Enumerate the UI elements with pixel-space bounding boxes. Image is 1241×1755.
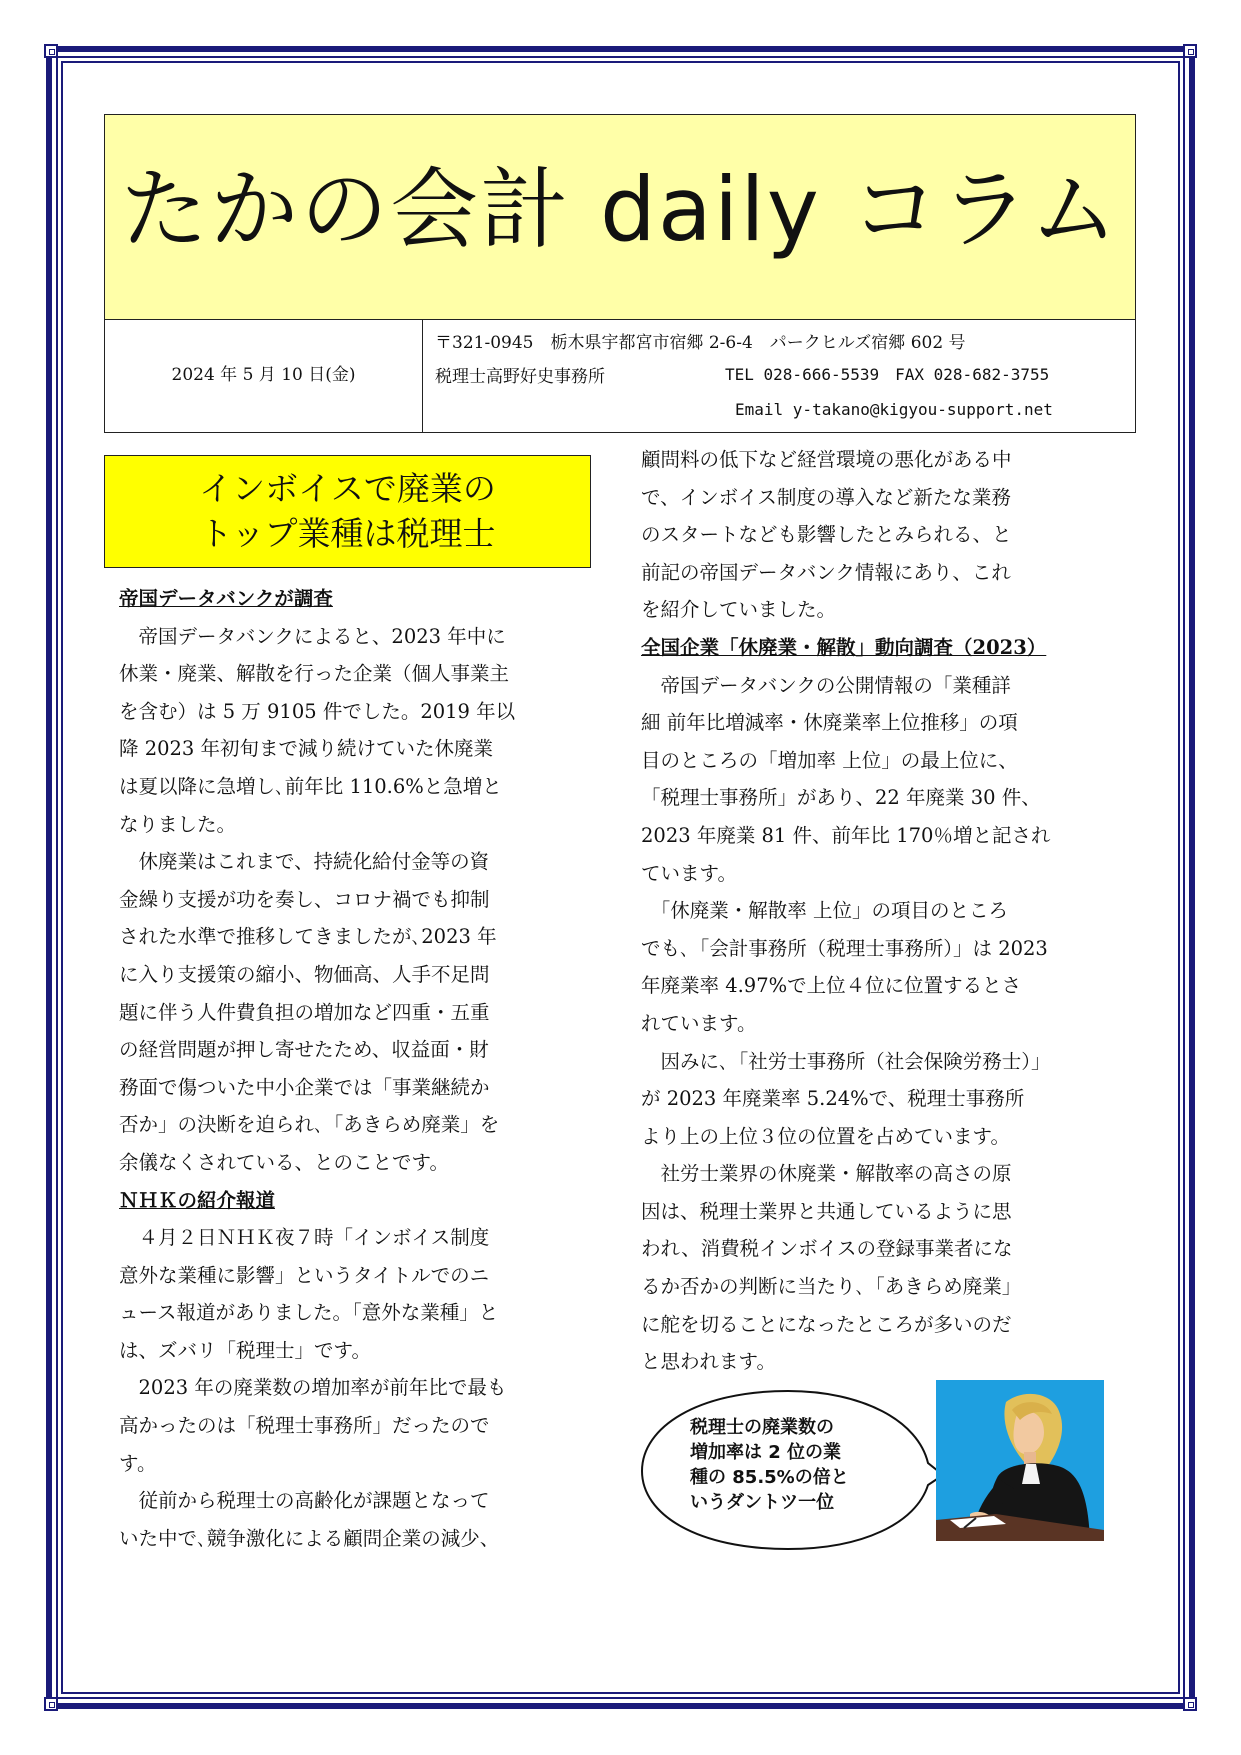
- section-heading: ＮＨＫの紹介報道: [119, 1188, 276, 1212]
- body-line: が 2023 年廃業率 5.24%で、税理士事務所: [641, 1087, 1025, 1111]
- body-line: 2023 年の廃業数の増加率が前年比で最も: [119, 1376, 507, 1400]
- body-line: と思われます。: [641, 1350, 776, 1374]
- body-line: ュース報道がありました。「意外な業種」と: [119, 1301, 499, 1325]
- body-line: 帝国データバンクの公開情報の「業種詳: [641, 673, 1011, 697]
- body-line: れています。: [641, 1011, 757, 1035]
- body-line: 因は、税理士業界と共通しているように思: [641, 1199, 1012, 1223]
- newsletter-title: たかの会計 daily コラム: [120, 158, 1120, 261]
- bubble-line-3: 種の 85.5%の倍と: [690, 1467, 849, 1488]
- body-line: ４月２日ＮＨＫ夜７時「インボイス制度: [119, 1226, 490, 1250]
- tel-fax: TEL 028-666-5539 FAX 028-682-3755: [725, 365, 1050, 384]
- issue-date-cell: [105, 320, 423, 432]
- contact-info: [423, 320, 1135, 432]
- section-heading: 全国企業「休廃業・解散」動向調査（2023）: [641, 635, 1047, 659]
- body-line: 顧問料の低下など経営環境の悪化がある中: [641, 448, 1012, 471]
- bubble-line-2: 増加率は 2 位の業: [690, 1442, 842, 1463]
- body-line: 意外な業種に影響」というタイトルでのニ: [119, 1263, 490, 1287]
- office-email: Email y-takano@kigyou-support.net: [735, 400, 1053, 419]
- body-line: 余儀なくされている、とのことです。: [119, 1150, 449, 1174]
- body-line: の経営問題が押し寄せたため、収益面・財: [119, 1038, 489, 1062]
- body-line: 因みに､「社労士事務所（社会保険労務士）」: [641, 1049, 1051, 1073]
- section-heading: 帝国データバンクが調査: [119, 587, 333, 610]
- body-line: は夏以降に急増し､前年比 110.6%と急増と: [119, 774, 502, 798]
- businesswoman-illustration: [936, 1380, 1104, 1541]
- body-line: 「税理士事務所」があり、22 年廃業 30 件、: [641, 786, 1041, 810]
- body-line: 休廃業はこれまで、持続化給付金等の資: [119, 850, 490, 874]
- body-line: 従前から税理士の高齢化が課題となって: [119, 1489, 490, 1513]
- body-line: 細 前年比増減率・休廃業率上位推移」の項: [641, 711, 1018, 735]
- bubble-text: [690, 1415, 900, 1515]
- body-line: 金繰り支援が功を奏し、コロナ禍でも抑制: [119, 887, 490, 911]
- body-line: なりました。: [119, 812, 237, 836]
- body-line: 題に伴う人件費負担の増加など四重・五重: [119, 1000, 490, 1024]
- body-line: 降 2023 年初旬まで減り続けていた休廃業: [119, 737, 494, 761]
- corner-ornament-bottom-left: [44, 1697, 58, 1711]
- body-line: を紹介していました。: [641, 598, 837, 622]
- office-line: [435, 362, 1050, 387]
- body-line: に入り支援策の縮小、物価高、人手不足問: [119, 962, 490, 986]
- bubble-line-4: いうダントツ一位: [690, 1492, 835, 1513]
- body-line: 前記の帝国データバンク情報にあり、これ: [641, 560, 1011, 584]
- bubble-line-1: 税理士の廃業数の: [690, 1417, 834, 1438]
- issue-date: 2024 年 5 月 10 日(金): [171, 365, 356, 385]
- body-line: 年廃業率 4.97%で上位４位に位置するとさ: [641, 974, 1022, 998]
- body-line: 否か」の決断を迫られ､「あきらめ廃業」を: [119, 1113, 500, 1137]
- body-line: に舵を切ることになったところが多いのだ: [641, 1312, 1012, 1336]
- body-line: より上の上位３位の位置を占めています。: [641, 1124, 1010, 1148]
- left-column: [119, 580, 599, 1557]
- body-line: るか否かの判断に当たり､「あきらめ廃業」: [641, 1275, 1022, 1299]
- body-line: 休業・廃業、解散を行った企業（個人事業主: [119, 662, 510, 686]
- body-line: 社労士業界の休廃業・解散率の高さの原: [641, 1162, 1012, 1186]
- body-line: された水準で推移してきましたが､2023 年: [119, 925, 497, 949]
- article-title: [104, 455, 591, 568]
- speech-bubble: [638, 1383, 948, 1558]
- body-line: でも､「会計事務所（税理士事務所）」は 2023: [641, 936, 1048, 960]
- office-address: 〒321-0945 栃木県宇都宮市宿郷 2-6-4 パークヒルズ宿郷 602 号: [435, 333, 966, 353]
- office-name: 税理士高野好史事務所: [435, 367, 605, 387]
- corner-ornament-top-right: [1183, 44, 1197, 58]
- body-line: 目のところの「増加率 上位」の最上位に、: [641, 748, 1018, 772]
- corner-ornament-bottom-right: [1183, 1697, 1197, 1711]
- masthead: [104, 114, 1136, 433]
- body-line: 「休廃業・解散率 上位」の項目のところ: [641, 899, 1008, 923]
- body-line: われ、消費税インボイスの登録事業者にな: [641, 1237, 1013, 1261]
- masthead-title-row: [105, 115, 1135, 320]
- body-line: で、インボイス制度の導入など新たな業務: [641, 485, 1011, 509]
- body-line: いた中で､競争激化による顧問企業の減少、: [119, 1526, 500, 1550]
- article-title-line-2: トップ業種は税理士: [199, 514, 496, 553]
- corner-ornament-top-left: [44, 44, 58, 58]
- body-line: ています。: [641, 861, 737, 885]
- body-line: 務面で傷ついた中小企業では「事業継続か: [119, 1075, 490, 1099]
- body-line: は、ズバリ「税理士」です。: [119, 1338, 371, 1362]
- article-title-line-1: インボイスで廃業の: [199, 469, 496, 508]
- body-line: 高かったのは「税理士事務所」だったので: [119, 1414, 490, 1438]
- body-line: す。: [119, 1451, 157, 1475]
- body-line: を含む）は 5 万 9105 件でした。2019 年以: [119, 699, 516, 723]
- body-line: のスタートなども影響したとみられる、と: [641, 523, 1012, 547]
- body-line: 2023 年廃業 81 件、前年比 170％増と記され: [641, 823, 1051, 847]
- right-column: [641, 441, 1123, 1381]
- body-line: 帝国データバンクによると、2023 年中に: [119, 624, 506, 648]
